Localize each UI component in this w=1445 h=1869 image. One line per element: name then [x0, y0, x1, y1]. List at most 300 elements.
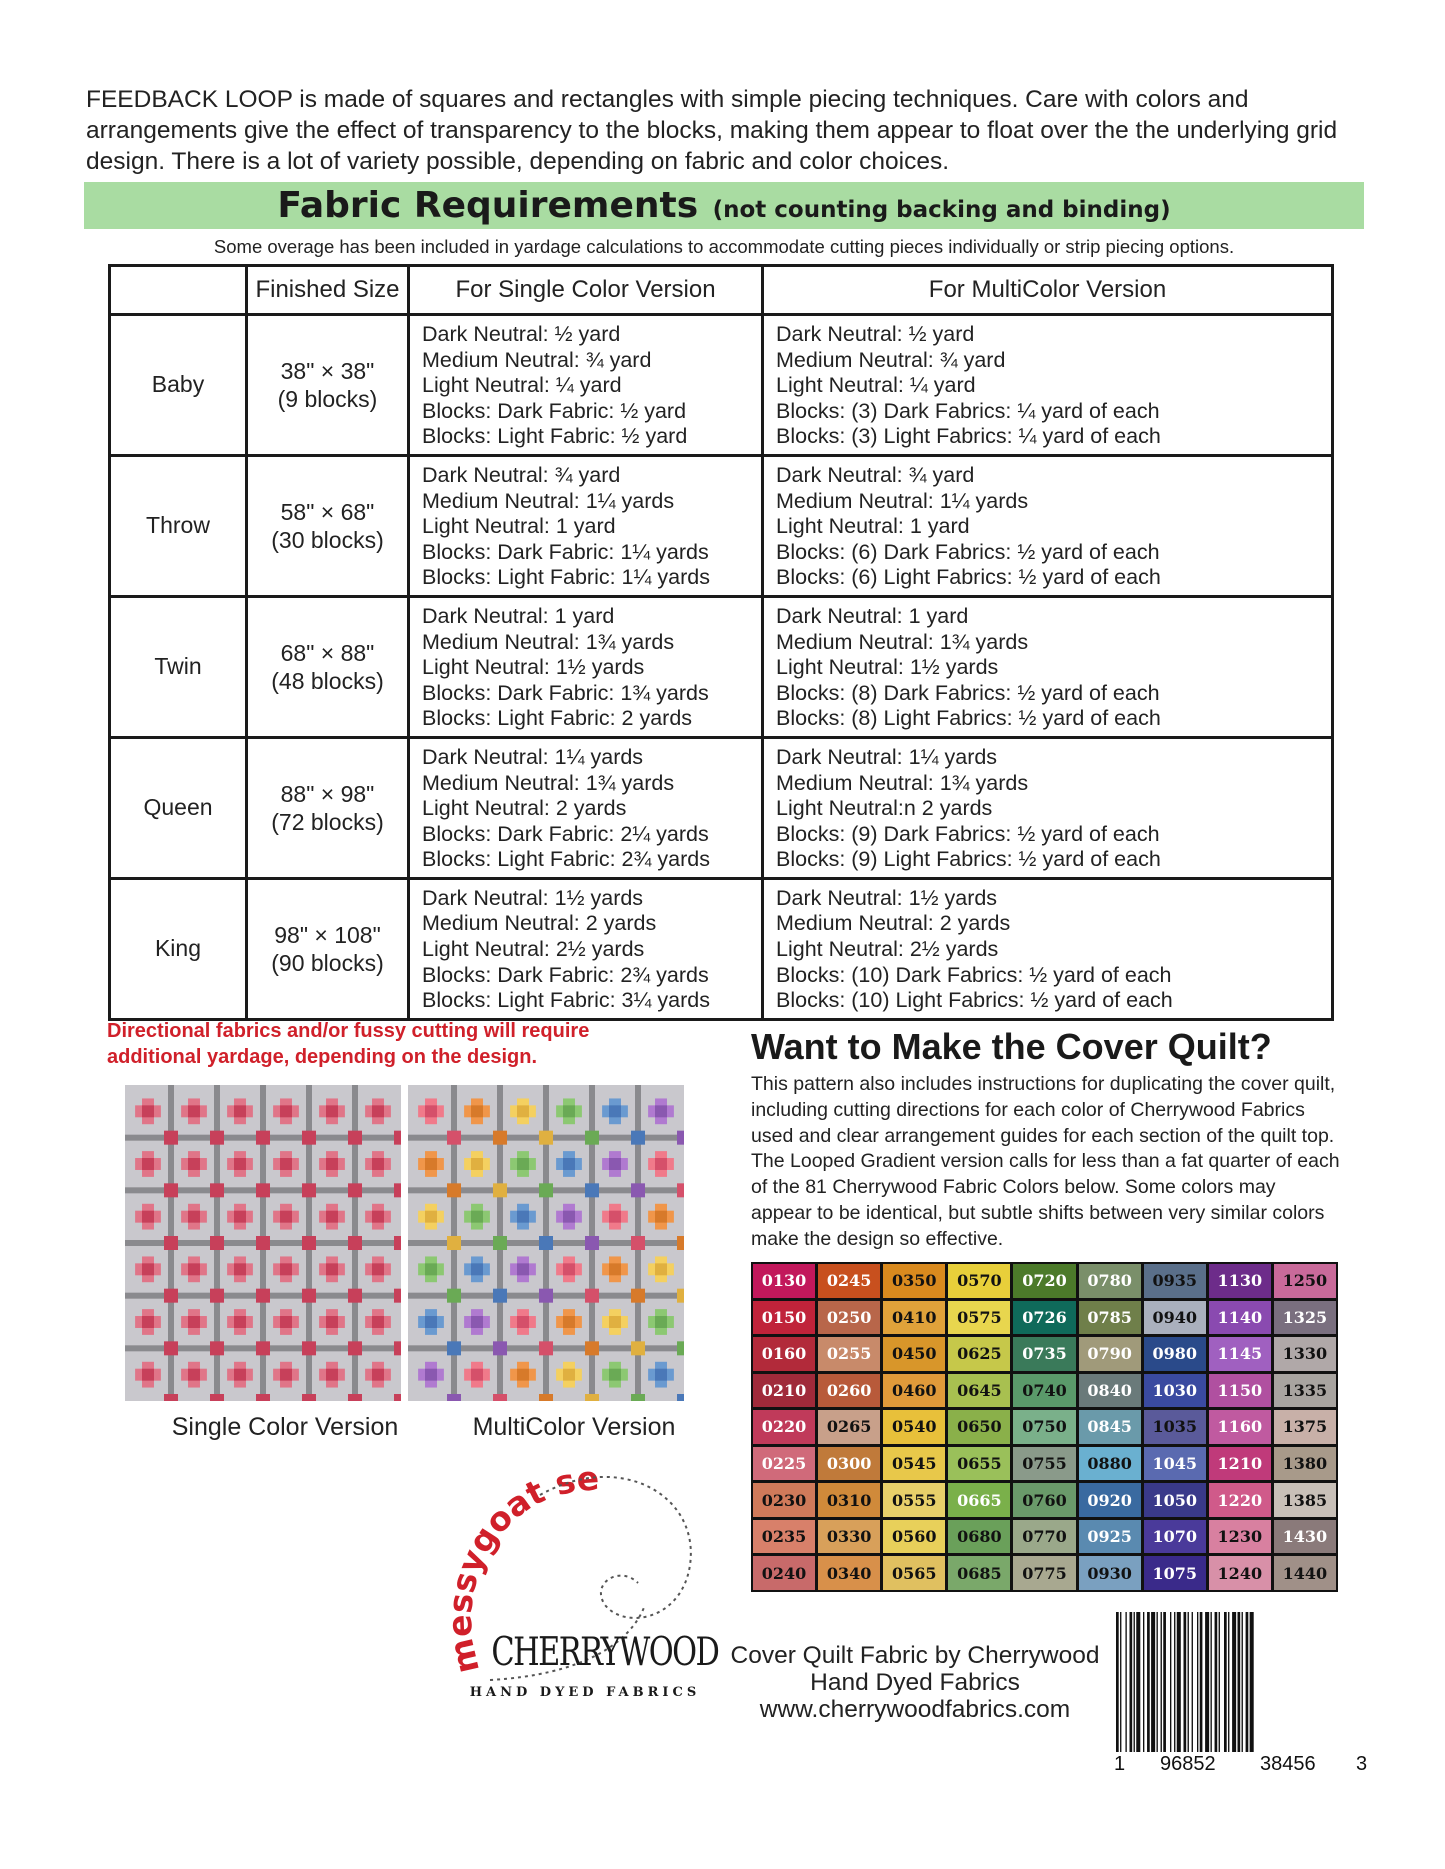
color-swatch: 0545: [883, 1447, 945, 1481]
block-center: [425, 1105, 437, 1117]
finished-dimensions: 38" × 38": [280, 357, 375, 384]
block-corner: [394, 1131, 401, 1145]
block-corner: [539, 1394, 553, 1401]
block-count: (72 blocks): [271, 808, 384, 835]
yardage-line: Dark Neutral: 1¼ yards: [776, 744, 998, 769]
block-corner: [677, 1131, 684, 1145]
block-center: [142, 1158, 154, 1170]
block-center: [188, 1105, 200, 1117]
block-corner: [493, 1289, 507, 1303]
barcode-bar: [1116, 1612, 1119, 1752]
block-count: (30 blocks): [271, 526, 384, 553]
block-corner: [256, 1236, 270, 1250]
color-swatch: 0230: [753, 1483, 815, 1517]
requirements-title: Fabric Requirements: [277, 185, 699, 226]
block-center: [655, 1263, 667, 1275]
yardage-line: Dark Neutral: 1 yard: [422, 603, 615, 628]
barcode-bar: [1120, 1612, 1121, 1752]
block-corner: [348, 1394, 362, 1401]
color-swatch: 0220: [753, 1410, 815, 1444]
yardage-line: Blocks: Light Fabric: 2¾ yards: [422, 847, 710, 872]
block-center: [142, 1316, 154, 1328]
color-swatch: 0575: [948, 1301, 1010, 1335]
finished-dimensions: 88" × 98": [280, 780, 375, 807]
color-swatch: 0925: [1079, 1520, 1141, 1554]
yardage-line: Dark Neutral: ½ yard: [776, 322, 975, 346]
block-center: [372, 1211, 384, 1223]
yardage-line: Dark Neutral: 1¼ yards: [422, 744, 644, 769]
color-swatch: 0645: [948, 1374, 1010, 1408]
color-swatch: 0755: [1013, 1447, 1075, 1481]
barcode-digit-last: 3: [1356, 1753, 1368, 1775]
yardage-line: Blocks: Light Fabric: 2 yards: [422, 706, 693, 731]
block-center: [609, 1316, 621, 1328]
yardage-line: Light Neutral: ¼ yard: [776, 373, 976, 398]
multicolor-yardage: [763, 596, 1333, 737]
block-corner: [394, 1236, 401, 1250]
table-row: [110, 596, 1333, 737]
multicolor-yardage: [763, 737, 1333, 878]
block-corner: [164, 1394, 178, 1401]
yardage-line: Dark Neutral: ½ yard: [422, 322, 621, 346]
barcode-bar: [1143, 1612, 1144, 1752]
block-center: [234, 1211, 246, 1223]
color-swatch: 0565: [883, 1556, 945, 1590]
block-center: [188, 1316, 200, 1328]
table-row: [110, 455, 1333, 596]
barcode-bar: [1211, 1612, 1212, 1752]
block-center: [471, 1105, 483, 1117]
requirements-subtitle: (not counting backing and binding): [712, 197, 1171, 223]
block-center: [280, 1105, 292, 1117]
block-corner: [447, 1183, 461, 1197]
color-swatch: 0790: [1079, 1337, 1141, 1371]
barcode-bar: [1215, 1612, 1218, 1752]
color-swatch: 0265: [818, 1410, 880, 1444]
finished-size-cell: [247, 596, 409, 737]
block-corner: [447, 1131, 461, 1145]
yardage-line: Medium Neutral: 2 yards: [776, 911, 1011, 936]
single-color-yardage: [409, 596, 763, 737]
color-swatch: 0785: [1079, 1301, 1141, 1335]
barcode: [1112, 1612, 1372, 1800]
color-swatch: 1050: [1144, 1483, 1206, 1517]
block-center: [517, 1158, 529, 1170]
barcode-bar: [1246, 1612, 1249, 1752]
yardage-line: Medium Neutral: ¾ yard: [776, 347, 1006, 372]
block-center: [563, 1263, 575, 1275]
block-center: [425, 1316, 437, 1328]
block-corner: [164, 1341, 178, 1355]
block-corner: [585, 1183, 599, 1197]
block-corner: [210, 1394, 224, 1401]
block-center: [471, 1158, 483, 1170]
block-corner: [493, 1341, 507, 1355]
block-center: [280, 1158, 292, 1170]
yardage-line: Dark Neutral: 1 yard: [776, 603, 969, 628]
block-center: [142, 1263, 154, 1275]
yardage-line: Blocks: (8) Light Fabrics: ½ yard of each: [776, 706, 1161, 731]
block-corner: [302, 1289, 316, 1303]
color-swatch: 0740: [1013, 1374, 1075, 1408]
block-corner: [302, 1341, 316, 1355]
quilt-size-name: Throw: [110, 455, 247, 596]
cover-fabric-credit: [720, 1642, 1110, 1723]
color-swatch: 0240: [753, 1556, 815, 1590]
block-center: [188, 1263, 200, 1275]
block-center: [142, 1369, 154, 1381]
multicolor-quilt-image: [408, 1085, 684, 1401]
single-color-yardage: [409, 455, 763, 596]
color-swatch: 0235: [753, 1520, 815, 1554]
block-center: [425, 1211, 437, 1223]
block-corner: [302, 1183, 316, 1197]
color-swatch: 0930: [1079, 1556, 1141, 1590]
block-corner: [539, 1183, 553, 1197]
block-corner: [631, 1183, 645, 1197]
block-count: (90 blocks): [271, 949, 384, 976]
block-center: [563, 1105, 575, 1117]
color-swatch: 1330: [1274, 1337, 1336, 1371]
color-swatch: 0350: [883, 1264, 945, 1298]
color-swatch: 0775: [1013, 1556, 1075, 1590]
color-swatch: 1440: [1274, 1556, 1336, 1590]
color-swatch: 0840: [1079, 1374, 1141, 1408]
color-swatch: 0540: [883, 1410, 945, 1444]
block-center: [326, 1263, 338, 1275]
yardage-line: Medium Neutral: 1¼ yards: [422, 488, 675, 513]
block-corner: [677, 1183, 684, 1197]
color-swatch: 0665: [948, 1483, 1010, 1517]
block-corner: [256, 1341, 270, 1355]
color-swatch: 0920: [1079, 1483, 1141, 1517]
block-center: [609, 1263, 621, 1275]
quilt-size-name: Queen: [110, 737, 247, 878]
block-center: [517, 1105, 529, 1117]
barcode-bar: [1125, 1612, 1126, 1752]
color-swatch: 1385: [1274, 1483, 1336, 1517]
block-corner: [493, 1183, 507, 1197]
block-center: [372, 1105, 384, 1117]
yardage-line: Blocks: Light Fabric: 1¼ yards: [422, 565, 710, 590]
quilt-size-name: Twin: [110, 596, 247, 737]
block-corner: [348, 1341, 362, 1355]
yardage-line: Blocks: (9) Light Fabrics: ½ yard of each: [776, 847, 1161, 872]
single-color-caption: Single Color Version: [171, 1413, 399, 1441]
yardage-line: Light Neutral:n 2 yards: [776, 796, 993, 821]
block-center: [372, 1158, 384, 1170]
barcode-digit-group-2: 38456: [1260, 1753, 1316, 1775]
block-center: [142, 1105, 154, 1117]
color-swatch: 1160: [1209, 1410, 1271, 1444]
block-center: [517, 1316, 529, 1328]
finished-dimensions: 68" × 88": [280, 639, 375, 666]
single-color-quilt-image: [125, 1085, 401, 1401]
yardage-line: Dark Neutral: 1½ yards: [422, 885, 644, 910]
color-swatch: 0720: [1013, 1264, 1075, 1298]
barcode-bar: [1130, 1612, 1133, 1752]
barcode-bar: [1177, 1612, 1181, 1752]
color-swatch: 0310: [818, 1483, 880, 1517]
barcode-bar: [1136, 1612, 1140, 1752]
fabric-requirements-table: [108, 264, 1334, 1021]
block-center: [655, 1158, 667, 1170]
yardage-line: Light Neutral: 2½ yards: [776, 937, 999, 962]
color-swatch: 1070: [1144, 1520, 1206, 1554]
barcode-bar: [1238, 1612, 1241, 1752]
block-center: [372, 1316, 384, 1328]
block-corner: [539, 1131, 553, 1145]
finished-size-cell: [247, 737, 409, 878]
barcode-bar: [1134, 1612, 1135, 1752]
color-swatch: 1150: [1209, 1374, 1271, 1408]
color-swatch: 0225: [753, 1447, 815, 1481]
block-center: [372, 1263, 384, 1275]
table-row: [110, 315, 1333, 456]
color-swatch: 1145: [1209, 1337, 1271, 1371]
block-corner: [394, 1183, 401, 1197]
block-corner: [302, 1394, 316, 1401]
block-center: [234, 1369, 246, 1381]
color-swatch: 0340: [818, 1556, 880, 1590]
block-center: [234, 1316, 246, 1328]
single-color-yardage: [409, 737, 763, 878]
yardage-line: Blocks: Light Fabric: ½ yard: [422, 424, 688, 449]
block-corner: [210, 1341, 224, 1355]
block-center: [471, 1316, 483, 1328]
block-corner: [256, 1131, 270, 1145]
svg-text:messygoat sews: messygoat se: [440, 1458, 601, 1678]
color-swatch: 0245: [818, 1264, 880, 1298]
block-center: [326, 1158, 338, 1170]
block-corner: [677, 1341, 684, 1355]
credit-url: www.cherrywoodfabrics.com: [759, 1696, 1071, 1723]
color-swatch: 0555: [883, 1483, 945, 1517]
single-color-yardage: [409, 315, 763, 456]
block-corner: [539, 1341, 553, 1355]
color-swatch: 1140: [1209, 1301, 1271, 1335]
color-swatch: 1335: [1274, 1374, 1336, 1408]
block-center: [425, 1158, 437, 1170]
block-count: (48 blocks): [271, 667, 384, 694]
barcode-digit-group-1: 96852: [1160, 1753, 1216, 1775]
color-swatch: 1325: [1274, 1301, 1336, 1335]
color-swatch: 1375: [1274, 1410, 1336, 1444]
block-center: [609, 1105, 621, 1117]
color-swatch: 0160: [753, 1337, 815, 1371]
color-swatch: 0770: [1013, 1520, 1075, 1554]
color-swatch: 0250: [818, 1301, 880, 1335]
yardage-line: Blocks: Dark Fabric: ½ yard: [422, 398, 687, 423]
yardage-line: Blocks: (6) Light Fabrics: ½ yard of each: [776, 565, 1161, 590]
barcode-bar: [1228, 1612, 1229, 1752]
color-swatch: 1230: [1209, 1520, 1271, 1554]
color-swatch: 1130: [1209, 1264, 1271, 1298]
barcode-bar: [1192, 1612, 1193, 1752]
intro-paragraph: FEEDBACK LOOP is made of squares and rectangles with simple piecing techniques. Care with colors and arrangements give the effect of transparency to the blocks, making them appear to float over the the underlying grid design. There is a lot of variety possible, depending on fabric and color choices.: [86, 86, 1338, 175]
block-center: [234, 1158, 246, 1170]
yardage-line: Blocks: (6) Dark Fabrics: ½ yard of each: [776, 539, 1160, 564]
yardage-line: Dark Neutral: ¾ yard: [776, 462, 975, 487]
barcode-bar: [1219, 1612, 1220, 1752]
finished-dimensions: 98" × 108": [274, 921, 381, 948]
cover-quilt-heading: Want to Make the Cover Quilt?: [751, 1026, 1272, 1067]
yardage-line: Medium Neutral: 2 yards: [422, 911, 657, 936]
block-corner: [302, 1131, 316, 1145]
block-corner: [677, 1236, 684, 1250]
block-corner: [210, 1236, 224, 1250]
block-center: [609, 1158, 621, 1170]
color-swatch: 1380: [1274, 1447, 1336, 1481]
finished-size-cell: [247, 455, 409, 596]
block-center: [471, 1263, 483, 1275]
block-corner: [164, 1289, 178, 1303]
block-center: [425, 1369, 437, 1381]
barcode-bar: [1163, 1612, 1166, 1752]
block-center: [280, 1263, 292, 1275]
block-corner: [210, 1289, 224, 1303]
barcode-bar: [1205, 1612, 1209, 1752]
block-center: [188, 1369, 200, 1381]
block-corner: [585, 1131, 599, 1145]
multicolor-yardage: [763, 455, 1333, 596]
block-corner: [585, 1341, 599, 1355]
block-center: [326, 1105, 338, 1117]
barcode-digit-first: 1: [1114, 1753, 1126, 1775]
block-corner: [631, 1289, 645, 1303]
block-corner: [447, 1341, 461, 1355]
yardage-line: Blocks: (10) Light Fabrics: ½ yard of each: [776, 988, 1173, 1013]
block-center: [655, 1105, 667, 1117]
block-corner: [394, 1289, 401, 1303]
color-swatch: 0750: [1013, 1410, 1075, 1444]
yardage-line: Blocks: Dark Fabric: 1¾ yards: [422, 680, 709, 705]
yardage-line: Blocks: Dark Fabric: 1¼ yards: [422, 539, 709, 564]
block-center: [471, 1369, 483, 1381]
yardage-line: Blocks: Dark Fabric: 2¾ yards: [422, 962, 709, 987]
header-multicolor: For MultiColor Version: [763, 266, 1333, 315]
block-center: [563, 1158, 575, 1170]
block-corner: [631, 1236, 645, 1250]
block-corner: [210, 1131, 224, 1145]
color-swatch: 1430: [1274, 1520, 1336, 1554]
cherrywood-tagline: HAND DYED FABRICS: [469, 1685, 701, 1700]
block-center: [655, 1316, 667, 1328]
block-corner: [447, 1289, 461, 1303]
block-corner: [631, 1131, 645, 1145]
block-corner: [539, 1236, 553, 1250]
block-corner: [631, 1341, 645, 1355]
yardage-line: Medium Neutral: 1¼ yards: [776, 488, 1029, 513]
color-swatch: 0560: [883, 1520, 945, 1554]
block-center: [517, 1369, 529, 1381]
table-row: [110, 737, 1333, 878]
color-swatch: 0260: [818, 1374, 880, 1408]
yardage-line: Light Neutral: 1 yard: [776, 514, 970, 539]
block-center: [609, 1369, 621, 1381]
color-swatch: 0210: [753, 1374, 815, 1408]
block-center: [517, 1263, 529, 1275]
yardage-line: Dark Neutral: 1½ yards: [776, 885, 998, 910]
block-corner: [256, 1289, 270, 1303]
barcode-bar: [1157, 1612, 1158, 1752]
block-corner: [539, 1289, 553, 1303]
color-swatch: 0655: [948, 1447, 1010, 1481]
color-swatch: 0735: [1013, 1337, 1075, 1371]
barcode-bar: [1147, 1612, 1150, 1752]
yardage-line: Blocks: (10) Dark Fabrics: ½ yard of each: [776, 962, 1172, 987]
barcode-bar: [1197, 1612, 1198, 1752]
barcode-bar: [1170, 1612, 1171, 1752]
table-row: [110, 878, 1333, 1019]
color-swatch: 0625: [948, 1337, 1010, 1371]
block-center: [280, 1211, 292, 1223]
multicolor-yardage: [763, 315, 1333, 456]
header-finished-size: Finished Size: [247, 266, 409, 315]
yardage-line: Blocks: (9) Dark Fabrics: ½ yard of each: [776, 821, 1160, 846]
block-center: [326, 1369, 338, 1381]
block-corner: [302, 1236, 316, 1250]
block-corner: [348, 1131, 362, 1145]
cherrywood-color-swatch-grid: [751, 1262, 1338, 1592]
color-swatch: 0940: [1144, 1301, 1206, 1335]
yardage-line: Light Neutral: ¼ yard: [422, 373, 622, 398]
color-swatch: 1045: [1144, 1447, 1206, 1481]
barcode-bar: [1188, 1612, 1189, 1752]
block-center: [326, 1316, 338, 1328]
block-center: [280, 1369, 292, 1381]
color-swatch: 0450: [883, 1337, 945, 1371]
multicolor-caption: MultiColor Version: [472, 1413, 676, 1441]
color-swatch: 0726: [1013, 1301, 1075, 1335]
color-swatch: 1220: [1209, 1483, 1271, 1517]
color-swatch: 0650: [948, 1410, 1010, 1444]
color-swatch: 0410: [883, 1301, 945, 1335]
color-swatch: 0330: [818, 1520, 880, 1554]
block-corner: [677, 1289, 684, 1303]
color-swatch: 0780: [1079, 1264, 1141, 1298]
barcode-bar: [1224, 1612, 1227, 1752]
block-center: [425, 1263, 437, 1275]
block-corner: [585, 1289, 599, 1303]
color-swatch: 0845: [1079, 1410, 1141, 1444]
block-center: [234, 1263, 246, 1275]
block-center: [234, 1105, 246, 1117]
block-corner: [164, 1183, 178, 1197]
block-corner: [348, 1183, 362, 1197]
block-center: [563, 1211, 575, 1223]
barcode-bar: [1242, 1612, 1243, 1752]
block-corner: [585, 1236, 599, 1250]
directional-fabric-warning: Directional fabrics and/or fussy cutting will require additional yardage, depending on the design.: [107, 1020, 590, 1068]
color-swatch: 0685: [948, 1556, 1010, 1590]
barcode-bar: [1161, 1612, 1162, 1752]
block-corner: [164, 1236, 178, 1250]
yardage-line: Light Neutral: 1 yard: [422, 514, 616, 539]
block-center: [655, 1369, 667, 1381]
multicolor-yardage: [763, 878, 1333, 1019]
color-swatch: 1240: [1209, 1556, 1271, 1590]
block-center: [326, 1211, 338, 1223]
barcode-bar: [1232, 1612, 1236, 1752]
overage-note: Some overage has been included in yardage calculations to accommodate cutting pieces individually or strip piecing options.: [213, 236, 1235, 257]
cherrywood-wordmark: CHERRYWOOD: [491, 1630, 719, 1675]
block-corner: [210, 1183, 224, 1197]
block-center: [471, 1211, 483, 1223]
barcode-bar: [1174, 1612, 1175, 1752]
block-corner: [447, 1394, 461, 1401]
color-swatch: 0680: [948, 1520, 1010, 1554]
